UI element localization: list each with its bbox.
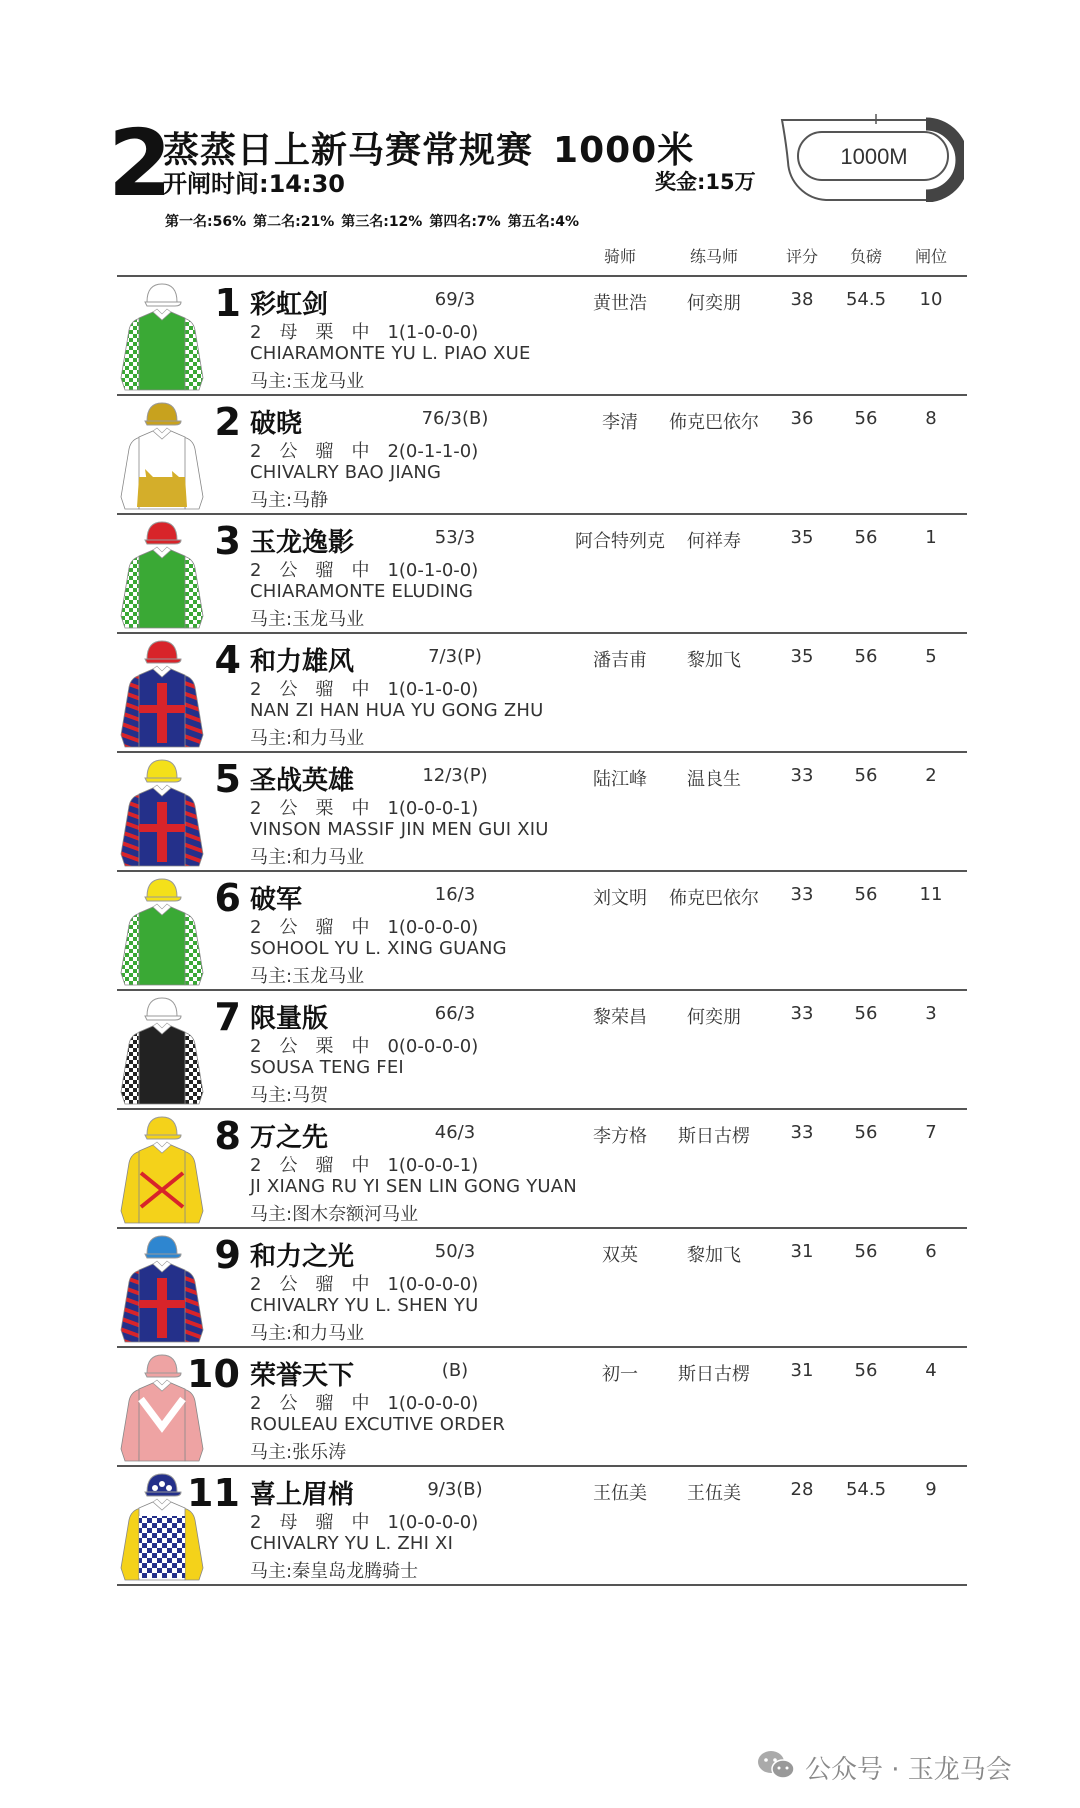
odds: 12/3(P) — [422, 765, 488, 786]
entry-row — [117, 1349, 967, 1466]
draw: 10 — [919, 289, 943, 310]
horse-name: 玉龙逸影 — [250, 528, 355, 558]
row-divider — [117, 513, 967, 515]
horse-color: 骝 — [315, 679, 334, 700]
horse-sex: 公 — [279, 917, 298, 938]
entry-row — [117, 1111, 967, 1228]
saddle-number: 4 — [214, 638, 241, 682]
row-divider — [117, 1227, 967, 1229]
odds: 66/3 — [434, 1003, 476, 1024]
entry-row — [117, 873, 967, 990]
watermark: 公众号 · 玉龙马会 — [805, 1755, 1012, 1785]
start-time: 开闸时间:14:30 — [163, 170, 345, 198]
row-divider — [117, 870, 967, 872]
horse-info — [250, 675, 496, 701]
odds: 53/3 — [434, 527, 476, 548]
row-divider — [117, 1108, 967, 1110]
horse-age: 2 — [250, 679, 262, 700]
table-bottom-rule — [117, 1584, 967, 1586]
horse-origin: 中 — [351, 1274, 370, 1295]
pedigree: JI XIANG RU YI SEN LIN GONG YUAN — [250, 1176, 577, 1197]
horse-sex: 公 — [279, 1155, 298, 1176]
odds: 7/3(P) — [428, 646, 482, 667]
pedigree: NAN ZI HAN HUA YU GONG ZHU — [250, 700, 544, 721]
trainer: 佈克巴依尔 — [669, 888, 759, 909]
weight: 56 — [854, 884, 878, 905]
owner: 马主:马静 — [250, 490, 329, 511]
trainer: 黎加飞 — [687, 1245, 741, 1266]
owner: 马主:张乐涛 — [250, 1442, 347, 1463]
saddle-number: 9 — [214, 1233, 241, 1277]
jockey: 潘吉甫 — [593, 650, 647, 671]
horse-age: 2 — [250, 1393, 262, 1414]
horse-info — [250, 1508, 496, 1534]
horse-sex: 公 — [279, 679, 298, 700]
odds: 46/3 — [434, 1122, 476, 1143]
horse-origin: 中 — [351, 1155, 370, 1176]
row-divider — [117, 1465, 967, 1467]
horse-record: 1(1-0-0-0) — [387, 322, 479, 343]
owner: 马主:和力马业 — [250, 728, 365, 749]
race-distance: 1000米 — [553, 130, 695, 171]
jockey: 初一 — [602, 1364, 638, 1385]
rating: 38 — [790, 289, 814, 310]
horse-color: 栗 — [315, 1036, 334, 1057]
horse-origin: 中 — [351, 441, 370, 462]
horse-record: 1(0-0-0-1) — [387, 1155, 479, 1176]
horse-record: 1(0-0-0-0) — [387, 1274, 479, 1295]
pedigree: VINSON MASSIF JIN MEN GUI XIU — [250, 819, 549, 840]
horse-color: 骝 — [315, 1274, 334, 1295]
horse-color: 骝 — [315, 1155, 334, 1176]
weight: 54.5 — [845, 289, 887, 310]
horse-record: 1(0-0-0-0) — [387, 1512, 479, 1533]
horse-origin: 中 — [351, 1036, 370, 1057]
rating: 31 — [790, 1241, 814, 1262]
race-number: 2 — [108, 110, 173, 217]
owner: 马主:玉龙马业 — [250, 609, 365, 630]
pedigree: CHIVALRY YU L. ZHI XI — [250, 1533, 454, 1554]
owner: 马主:秦皇岛龙腾骑士 — [250, 1561, 419, 1582]
draw: 5 — [925, 646, 937, 667]
horse-info — [250, 437, 496, 463]
horse-age: 2 — [250, 441, 262, 462]
jockey: 刘文明 — [593, 888, 647, 909]
saddle-number: 7 — [214, 995, 241, 1039]
saddle-number: 11 — [187, 1471, 240, 1515]
horse-info — [250, 1270, 496, 1296]
col-header-jockey: 骑师 — [603, 247, 637, 266]
saddle-number: 8 — [214, 1114, 241, 1158]
horse-color: 骝 — [315, 917, 334, 938]
horse-name: 破晓 — [250, 409, 303, 439]
entry-row — [117, 635, 967, 752]
horse-sex: 公 — [279, 1036, 298, 1057]
rating: 35 — [790, 527, 814, 548]
horse-origin: 中 — [351, 1393, 370, 1414]
jockey: 李方格 — [593, 1126, 647, 1147]
horse-sex: 公 — [279, 1274, 298, 1295]
row-divider — [117, 632, 967, 634]
odds: 16/3 — [434, 884, 476, 905]
weight: 56 — [854, 765, 878, 786]
pedigree: CHIARAMONTE ELUDING — [250, 581, 474, 602]
prize: 奖金:15万 — [655, 170, 756, 194]
horse-name: 圣战英雄 — [250, 766, 355, 796]
jockey: 王伍美 — [593, 1483, 647, 1504]
row-divider — [117, 394, 967, 396]
entry-row — [117, 397, 967, 514]
rating: 33 — [790, 1003, 814, 1024]
horse-color: 栗 — [315, 322, 334, 343]
weight: 56 — [854, 1360, 878, 1381]
trainer: 斯日古楞 — [678, 1364, 750, 1385]
horse-record: 1(0-0-0-0) — [387, 917, 479, 938]
split-5: 第五名:4% — [507, 214, 580, 230]
horse-name: 限量版 — [250, 1004, 329, 1034]
rating: 35 — [790, 646, 814, 667]
pedigree: SOUSA TENG FEI — [250, 1057, 404, 1078]
trainer: 何奕朋 — [687, 293, 741, 314]
rating: 31 — [790, 1360, 814, 1381]
draw: 6 — [925, 1241, 937, 1262]
rating: 28 — [790, 1479, 814, 1500]
trainer: 何奕朋 — [687, 1007, 741, 1028]
horse-age: 2 — [250, 560, 262, 581]
owner: 马主:和力马业 — [250, 1323, 365, 1344]
track-diagram-icon — [776, 112, 964, 202]
draw: 11 — [919, 884, 943, 905]
horse-name: 万之先 — [250, 1123, 329, 1153]
horse-age: 2 — [250, 798, 262, 819]
odds: 76/3(B) — [421, 408, 489, 429]
horse-sex: 母 — [279, 322, 298, 343]
odds: 69/3 — [434, 289, 476, 310]
weight: 56 — [854, 1241, 878, 1262]
horse-record: 1(0-1-0-0) — [387, 560, 479, 581]
jockey: 阿合特列克 — [575, 531, 665, 552]
weight: 56 — [854, 1122, 878, 1143]
entry-row — [117, 992, 967, 1109]
col-header-weight: 负磅 — [849, 247, 883, 266]
weight: 56 — [854, 646, 878, 667]
jockey: 黄世浩 — [593, 293, 647, 314]
horse-color: 栗 — [315, 798, 334, 819]
pedigree: CHIVALRY YU L. SHEN YU — [250, 1295, 479, 1316]
rating: 33 — [790, 884, 814, 905]
entry-row — [117, 754, 967, 871]
horse-info — [250, 318, 496, 344]
horse-color: 骝 — [315, 1393, 334, 1414]
horse-origin: 中 — [351, 917, 370, 938]
owner: 马主:玉龙马业 — [250, 966, 365, 987]
horse-color: 骝 — [315, 1512, 334, 1533]
horse-name: 喜上眉梢 — [250, 1480, 355, 1510]
weight: 56 — [854, 527, 878, 548]
horse-name: 彩虹剑 — [250, 290, 329, 320]
draw: 2 — [925, 765, 937, 786]
jockey: 双英 — [602, 1245, 638, 1266]
horse-sex: 公 — [279, 560, 298, 581]
col-header-rating: 评分 — [785, 247, 819, 266]
horse-origin: 中 — [351, 679, 370, 700]
split-1: 第一名:56% — [165, 214, 247, 230]
entry-row — [117, 516, 967, 633]
entry-row — [117, 278, 967, 395]
trainer: 王伍美 — [687, 1483, 741, 1504]
horse-record: 1(0-0-0-0) — [387, 1393, 479, 1414]
horse-record: 1(0-0-0-1) — [387, 798, 479, 819]
draw: 4 — [925, 1360, 937, 1381]
saddle-number: 3 — [214, 519, 241, 563]
odds: 9/3(B) — [427, 1479, 483, 1500]
trainer: 何祥寿 — [687, 531, 741, 552]
col-header-trainer: 练马师 — [689, 247, 739, 266]
horse-info — [250, 913, 496, 939]
horse-age: 2 — [250, 322, 262, 343]
horse-origin: 中 — [351, 1512, 370, 1533]
saddle-number: 6 — [214, 876, 241, 920]
horse-age: 2 — [250, 1512, 262, 1533]
split-2: 第二名:21% — [253, 214, 335, 230]
horse-origin: 中 — [351, 560, 370, 581]
horse-age: 2 — [250, 1036, 262, 1057]
rating: 33 — [790, 1122, 814, 1143]
draw: 7 — [925, 1122, 937, 1143]
saddle-number: 1 — [214, 281, 241, 325]
row-divider — [117, 989, 967, 991]
horse-sex: 公 — [279, 1393, 298, 1414]
pedigree: ROULEAU EXCUTIVE ORDER — [250, 1414, 506, 1435]
row-divider — [117, 751, 967, 753]
trainer: 温良生 — [687, 769, 741, 790]
horse-name: 和力雄风 — [250, 647, 355, 677]
pedigree: CHIARAMONTE YU L. PIAO XUE — [250, 343, 531, 364]
owner: 马主:马贺 — [250, 1085, 329, 1106]
draw: 3 — [925, 1003, 937, 1024]
row-divider — [117, 275, 967, 277]
weight: 56 — [854, 1003, 878, 1024]
horse-sex: 公 — [279, 798, 298, 819]
odds: (B) — [441, 1360, 469, 1381]
draw: 1 — [925, 527, 937, 548]
wechat-icon — [756, 1749, 796, 1781]
horse-sex: 公 — [279, 441, 298, 462]
horse-info — [250, 1032, 496, 1058]
horse-sex: 母 — [279, 1512, 298, 1533]
horse-origin: 中 — [351, 322, 370, 343]
draw: 9 — [925, 1479, 937, 1500]
horse-color: 骝 — [315, 441, 334, 462]
horse-color: 骝 — [315, 560, 334, 581]
horse-age: 2 — [250, 917, 262, 938]
jockey: 李清 — [602, 412, 638, 433]
saddle-number: 5 — [214, 757, 241, 801]
saddle-number: 2 — [214, 400, 241, 444]
track-distance-label: 1000M — [840, 144, 908, 169]
horse-record: 2(0-1-1-0) — [387, 441, 479, 462]
row-divider — [117, 1346, 967, 1348]
pedigree: SOHOOL YU L. XING GUANG — [250, 938, 507, 959]
rating: 33 — [790, 765, 814, 786]
horse-record: 0(0-0-0-0) — [387, 1036, 479, 1057]
horse-name: 荣誉天下 — [250, 1361, 355, 1391]
weight: 56 — [854, 408, 878, 429]
weight: 54.5 — [845, 1479, 887, 1500]
prize-split — [165, 211, 586, 231]
entry-row — [117, 1468, 967, 1585]
horse-record: 1(0-1-0-0) — [387, 679, 479, 700]
trainer: 黎加飞 — [687, 650, 741, 671]
trainer: 斯日古楞 — [678, 1126, 750, 1147]
horse-age: 2 — [250, 1155, 262, 1176]
pedigree: CHIVALRY BAO JIANG — [250, 462, 442, 483]
owner: 马主:图木奈额河马业 — [250, 1204, 419, 1225]
horse-name: 和力之光 — [250, 1242, 355, 1272]
horse-name: 破军 — [250, 885, 303, 915]
draw: 8 — [925, 408, 937, 429]
rating: 36 — [790, 408, 814, 429]
horse-origin: 中 — [351, 798, 370, 819]
horse-info — [250, 556, 496, 582]
entry-row — [117, 1230, 967, 1347]
split-4: 第四名:7% — [429, 214, 501, 230]
horse-age: 2 — [250, 1274, 262, 1295]
horse-info — [250, 794, 496, 820]
horse-info — [250, 1151, 496, 1177]
trainer: 佈克巴依尔 — [669, 412, 759, 433]
race-name: 蒸蒸日上新马赛常规赛 — [163, 130, 534, 171]
owner: 马主:和力马业 — [250, 847, 365, 868]
odds: 50/3 — [434, 1241, 476, 1262]
jockey: 陆江峰 — [593, 769, 647, 790]
split-3: 第三名:12% — [341, 214, 423, 230]
saddle-number: 10 — [187, 1352, 240, 1396]
owner: 马主:玉龙马业 — [250, 371, 365, 392]
horse-info — [250, 1389, 496, 1415]
col-header-draw: 闸位 — [914, 247, 948, 266]
jockey: 黎荣昌 — [593, 1007, 647, 1028]
